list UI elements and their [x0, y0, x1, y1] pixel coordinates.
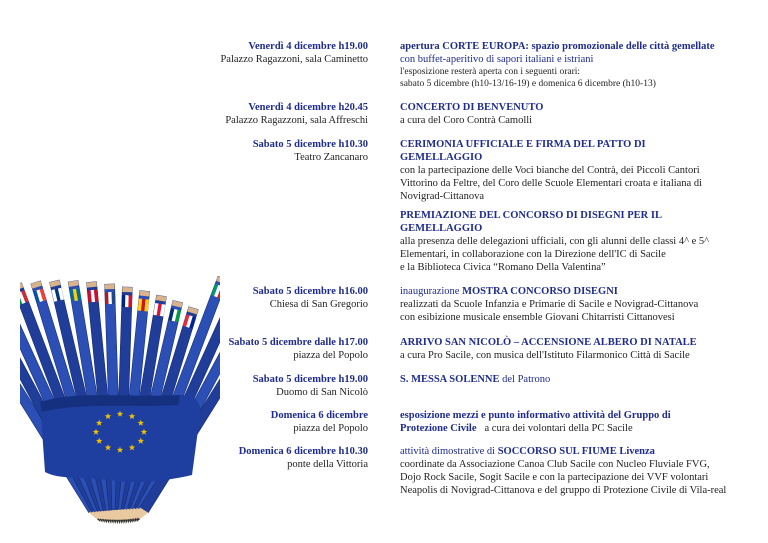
event-4-body-line2: con esibizione musicale ensemble Giovani Chitarristi Cittanovesi — [400, 312, 675, 323]
event-6-details — [400, 373, 745, 386]
event-8-body-line3: Neapolis di Novigrad-Cittanova e del gruppo di Protezione Civile di Vila-real — [400, 485, 727, 496]
event-1-hours: sabato 5 dicembre (h10-13/16-19) e domenica 6 dicembre (h10-13) — [400, 79, 656, 89]
event-7-date: Domenica 6 dicembre — [270, 410, 368, 421]
event-8-title: SOCCORSO SUL FIUME Livenza — [497, 446, 655, 457]
event-3-award-body-line3: e la Biblioteca Civica “Romano Della Valentina” — [400, 262, 606, 273]
event-1-when — [220, 40, 368, 66]
event-2-body: a cura del Coro Contrà Camolli — [400, 115, 533, 126]
event-8-body-line2: Dojo Rock Sacile, Sogit Sacile e con la partecipazione dei VVF volontari — [400, 472, 709, 483]
event-7-title: Gruppo di — [623, 410, 671, 421]
event-6-date: Sabato 5 dicembre h19.00 — [252, 374, 368, 385]
event-3-title-line1: CERIMONIA UFFICIALE E FIRMA DEL PATTO DI — [400, 139, 646, 150]
event-3-place: Teatro Zancanaro — [294, 152, 368, 163]
event-1-place: Palazzo Ragazzoni, sala Caminetto — [220, 54, 368, 65]
event-5-when — [228, 336, 368, 362]
event-8-body-line1: coordinate da Associazione Canoa Club Sacile con Nucleo Fluviale FVG, — [400, 459, 710, 470]
event-3-date: Sabato 5 dicembre h10.30 — [252, 139, 368, 150]
event-3-title-line2: GEMELLAGGIO — [400, 152, 483, 163]
event-7-place: piazza del Popolo — [293, 423, 368, 434]
event-8-when — [239, 445, 368, 471]
eu-pencils-flag-icon — [20, 140, 220, 540]
event-1-title: apertura CORTE EUROPA: spazio promozionale delle città gemellate — [400, 41, 715, 52]
event-8-details — [400, 445, 745, 497]
event-8-place: ponte della Vittoria — [287, 459, 368, 470]
event-4-body-line1: realizzati da Scuole Infanzia e Primarie di Sacile e Novigrad-Cittanova — [400, 299, 699, 310]
event-1-note: l'esposizione resterà aperta con i seguenti orari: — [400, 67, 581, 77]
event-1-date: Venerdì 4 dicembre h19.00 — [248, 41, 368, 52]
event-6-title-suffix: del Patrono — [499, 374, 551, 385]
event-5-date: Sabato 5 dicembre dalle h17.00 — [228, 337, 368, 348]
event-3-award-title-line2: GEMELLAGGIO — [400, 223, 483, 234]
event-3-award-body-line1: alla presenza delle delegazioni ufficiali, con gli alunni delle classi 4^ e 5^ — [400, 236, 710, 247]
event-5-place: piazza del Popolo — [293, 350, 368, 361]
event-3-body-line3: Novigrad-Cittanova — [400, 191, 484, 202]
event-8-title-prefix: attività dimostrative di — [400, 446, 498, 457]
event-3-body-line1: con la partecipazione delle Voci bianche del Contrà, dei Piccoli Cantori — [400, 165, 700, 176]
event-7-body: a cura dei volontari della PC Sacile — [484, 423, 633, 434]
event-4-details — [400, 285, 745, 324]
event-6-when — [253, 373, 368, 399]
event-5-details — [400, 336, 745, 362]
event-4-date: Sabato 5 dicembre h16.00 — [252, 286, 368, 297]
event-6-place: Duomo di San Nicolò — [276, 387, 368, 398]
event-7-title-line2: Protezione Civile — [400, 423, 477, 434]
event-4-title: MOSTRA CONCORSO DISEGNI — [462, 286, 618, 297]
event-2-when — [225, 101, 368, 127]
event-7-details — [400, 409, 745, 435]
event-3-award-body-line2: Elementari, in collaborazione con la Direzione dell'IC di Sacile — [400, 249, 666, 260]
event-2-details — [400, 101, 745, 127]
event-5-body: a cura Pro Sacile, con musica dell'Istituto Filarmonico Città di Sacile — [400, 350, 690, 361]
event-1-details — [400, 40, 745, 90]
event-8-date: Domenica 6 dicembre h10.30 — [238, 446, 368, 457]
event-3-body-line2: Vittorino da Feltre, del Coro delle Scuole Elementari croata e italiana di — [400, 178, 703, 189]
event-1-subtitle: con buffet-aperitivo di sapori italiani e istriani — [400, 54, 594, 65]
event-5-title: ARRIVO SAN NICOLÒ – ACCENSIONE ALBERO DI NATALE — [400, 337, 697, 348]
event-7-when — [271, 409, 368, 435]
event-4-when — [253, 285, 368, 311]
event-7-title-prefix: esposizione mezzi e punto informativo attività del — [400, 410, 624, 421]
event-6-title: S. MESSA SOLENNE — [400, 374, 500, 385]
event-4-place: Chiesa di San Gregorio — [269, 299, 368, 310]
event-3-details — [400, 138, 745, 274]
event-2-title: CONCERTO DI BENVENUTO — [400, 102, 544, 113]
event-3-when — [253, 138, 368, 164]
event-2-date: Venerdì 4 dicembre h20.45 — [248, 102, 368, 113]
event-3-award-title-line1: PREMIAZIONE DEL CONCORSO DI DISEGNI PER IL — [400, 210, 662, 221]
event-2-place: Palazzo Ragazzoni, sala Affreschi — [225, 115, 368, 126]
event-4-title-prefix: inaugurazione — [400, 286, 463, 297]
